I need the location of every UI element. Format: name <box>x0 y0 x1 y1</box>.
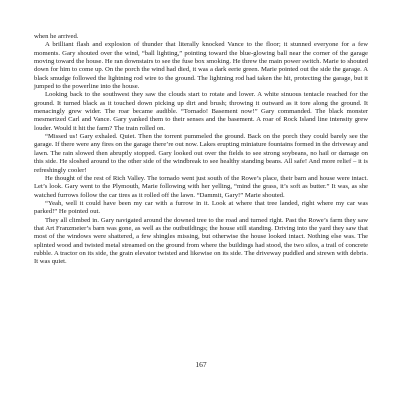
paragraph: They all climbed in. Gary navigated around the downed tree to the road and turned right. Past the Rowe’s farm they saw that Art Franzmeier’s barn was gone, as well as the outbuildings; the house still standing. Driving into the yard they saw that most of the windows were shattered, a few shingles missing, but otherwise the house looked intact. Nothing else was. The splinted wood and twisted metal streamed on the ground from where the buildings had stood, the two silos, a trail of concrete rubble. A tractor on its side, the grain elevator twisted and likewise on its side. The driveway puddled and strewn with debris. It was quiet. <box>34 216 368 266</box>
paragraph: “Missed us! Gary exhaled. Quiet. Then the torrent pummeled the ground. Back on the porch they could barely see the garage. If there were any fires on the garage there’re out now. Lakes erupting miniature fountains formed in the driveway and lawn. The rain slowed then abruptly stopped. Gary looked out over the fields to see strong soybeans, no hail or damage on this side. He sloshed around to the other side of the windbreak to see healthy standing beans. All safe! And more relief – it is refreshingly cooler! <box>34 133 368 174</box>
paragraph: when he arrived. <box>34 33 79 40</box>
book-page <box>34 33 368 369</box>
page-number: 167 <box>195 360 207 369</box>
paragraph: Looking back to the southwest they saw the clouds start to rotate and lower. A white sinuous tentacle reached for the ground. It turned black as it touched down picking up dirt and brush; throwing it outward as it tore along the ground. It menacingly grew wider. The roar became audible. “Tornado! Basement now!” Gary commanded. The black monster mesmerized Carl and Vance. Gary yanked them to their senses and the basement. A roar of Rock Island line intensity grew louder. Would it hit the farm? The train rolled on. <box>34 91 368 132</box>
paragraph: “Yeah, well it could have been my car with a furrow in it. Look at where that tree landed, right where my car was parked!” He pointed out. <box>34 199 368 216</box>
paragraph: He thought of the rest of Rich Valley. The tornado went just south of the Rowe’s place, their barn and house were intact. Let’s look. Gary went to the Plymouth, Marie following with her yelling, “mind the grass, it’s soft as butter.” It was, as she watched furrows follow the car tires as it rolled off the lawn. “Dammit, Gary!” Marie shouted. <box>34 174 368 199</box>
body-text <box>34 33 368 267</box>
paragraph: A brilliant flash and explosion of thunder that literally knocked Vance to the floor; it stunned everyone for a few moments. Gary shouted over the wind, “ball lighting,” pointing toward the blue-glowing ball near the corner of the garage moving toward the house. He ran downstairs to see the fuse box smoking. He threw the main power switch. Marie to shouted down for him to come up. On the porch the wind had died, it was a dark eerie green. Marie pointed out the side the garage. A black smudge followed the lightning rod wire to the ground. The lightning rod had taken the hit, protecting the garage, but it jumped to the powerline into the house. <box>34 41 368 91</box>
